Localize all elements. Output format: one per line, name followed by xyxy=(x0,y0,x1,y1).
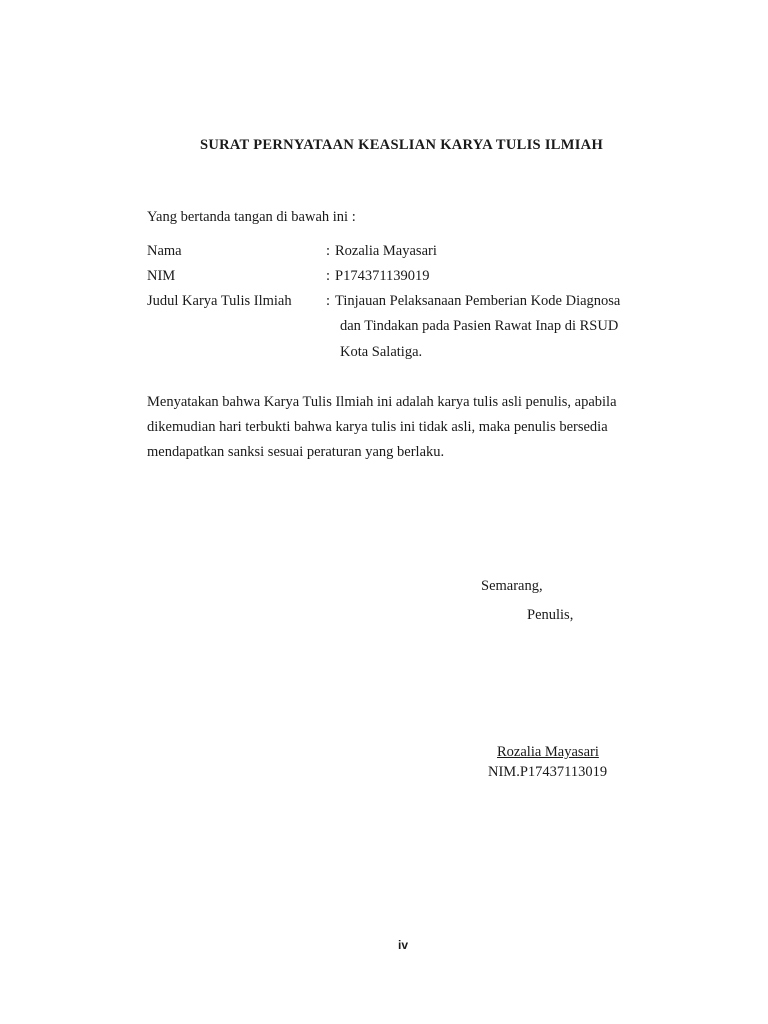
field-value-judul-line-2: dan Tindakan pada Pasien Rawat Inap di RSUD xyxy=(340,318,619,334)
intro-text: Yang bertanda tangan di bawah ini : xyxy=(147,209,356,225)
signature-name: Rozalia Mayasari xyxy=(497,744,599,760)
field-value-nim: P174371139019 xyxy=(335,268,430,284)
signature-role: Penulis, xyxy=(527,607,574,623)
field-colon-nim: : xyxy=(326,268,331,284)
document-title: SURAT PERNYATAAN KEASLIAN KARYA TULIS ILMIAH xyxy=(199,137,604,153)
signature-place: Semarang, xyxy=(481,578,543,594)
statement-line-1: Menyatakan bahwa Karya Tulis Ilmiah ini adalah karya tulis asli penulis, apabila xyxy=(147,394,617,410)
field-value-judul-line-3: Kota Salatiga. xyxy=(340,344,423,360)
field-value-judul: Tinjauan Pelaksanaan Pemberian Kode Diagnosa xyxy=(335,293,621,309)
field-label-nama: Nama xyxy=(147,243,182,259)
signature-nim: NIM.P17437113019 xyxy=(488,764,608,780)
field-colon-judul: : xyxy=(326,293,331,309)
field-colon-nama: : xyxy=(326,243,331,259)
field-label-nim: NIM xyxy=(147,268,176,284)
statement-line-3: mendapatkan sanksi sesuai peraturan yang berlaku. xyxy=(147,444,445,460)
page-number: iv xyxy=(397,938,408,952)
field-label-judul: Judul Karya Tulis Ilmiah xyxy=(147,293,292,309)
field-value-nama: Rozalia Mayasari xyxy=(335,243,437,259)
statement-line-2: dikemudian hari terbukti bahwa karya tulis ini tidak asli, maka penulis bersedia xyxy=(147,419,608,435)
